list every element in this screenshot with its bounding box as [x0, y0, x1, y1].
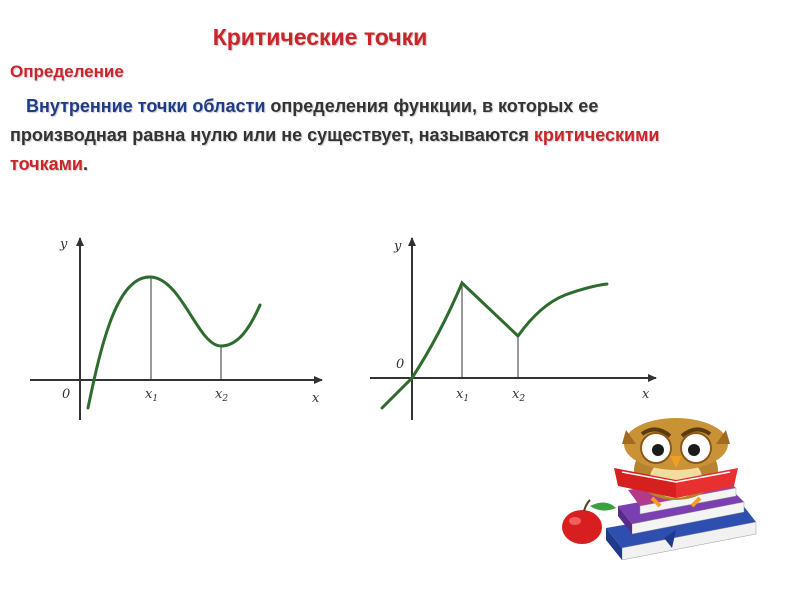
graph1-y-label: y	[60, 237, 68, 252]
page-title: Критические точки	[212, 24, 428, 50]
graph2-x-label: x	[642, 387, 650, 402]
definition-text: определения функции, в которых ее производная равна нулю или не существует, называются	[10, 96, 599, 145]
graph2-y-label: y	[394, 239, 402, 254]
definition-text-highlight: Внутренние точки области	[26, 96, 266, 116]
owl-books-illustration	[562, 418, 756, 560]
graph2-curve	[382, 283, 607, 408]
definition-label: Определение	[10, 62, 124, 81]
graph1-x1-label: $x_1$	[145, 387, 159, 404]
graph1-origin-label: 0	[62, 387, 71, 402]
graph-1	[30, 237, 322, 420]
graph1-x-label: x	[312, 391, 320, 406]
graph2-origin-label: 0	[396, 357, 405, 372]
graph2-x1-label: $x_1$	[456, 387, 470, 404]
graph1-x2-label: $x_2$	[215, 387, 229, 404]
critical-points-term: критическими точками	[10, 125, 660, 174]
graph-2	[370, 238, 656, 420]
graph1-curve	[88, 277, 260, 408]
graph2-x2-label: $x_2$	[512, 387, 526, 404]
definition-period: .	[82, 154, 88, 174]
